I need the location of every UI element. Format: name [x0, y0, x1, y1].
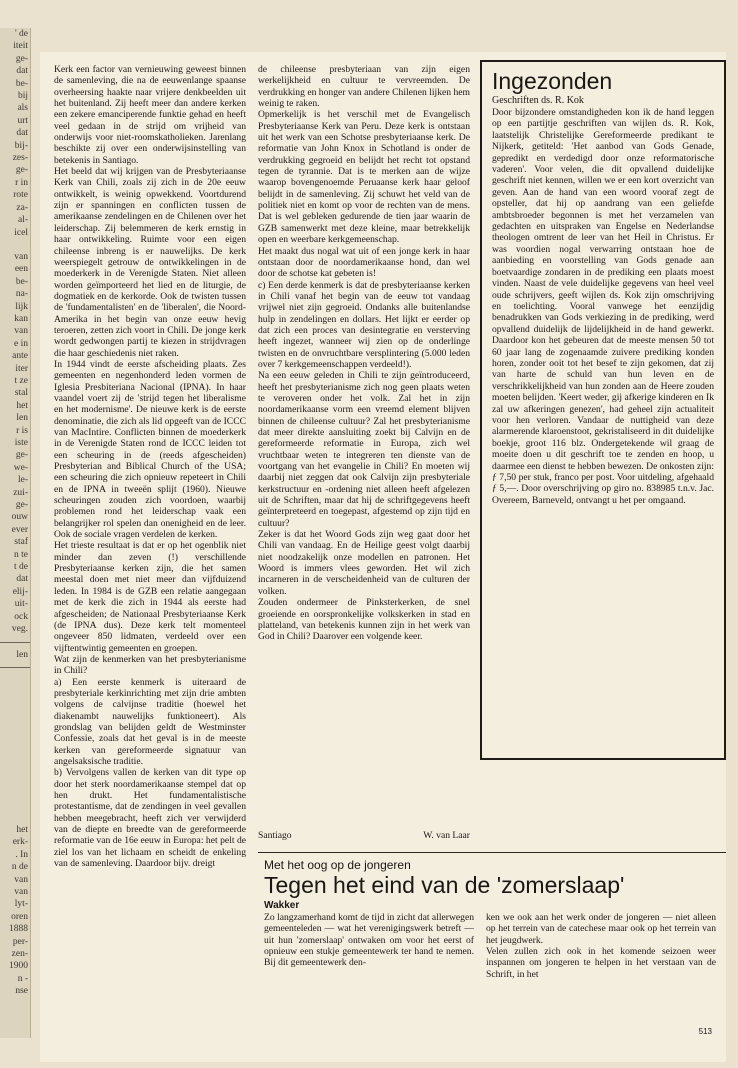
previous-page-fragment: staf	[14, 537, 28, 548]
article-column-2	[258, 64, 470, 842]
article-paragraph: Kerk een factor van vernieuwing geweest binnen de samenleving, die na de eeuwenlange spaanse overheersing haakte naar vrijere denkbeelden uit het buitenland. Zij heeft meer dan andere kerken een zekere emanciperende funktie gehad en heeft veel gedaan in de strijd om vrijheid van onderwijs voor niet-roomskatholieken. Jarenlang beschikte zij over een onderwijsinstelling van betekenis in Santiago.	[54, 64, 246, 166]
bottom-paragraph: Velen zullen zich ook in het komende seizoen weer inspannen om jongeren te helpen in het verstaan van de Schrift, in het	[486, 946, 716, 980]
article-paragraph: de chileense presbyteriaan van zijn eigen werkelijkheid en cultuur te vervreemden. De verdrukking en honger van andere Chilenen lijken hem weinig te raken.	[258, 64, 470, 110]
previous-page-fragment: len	[16, 413, 28, 424]
previous-page-fragment: len	[16, 649, 28, 660]
previous-page-fragment: 1900	[9, 961, 28, 972]
previous-page-fragment: het	[16, 824, 28, 835]
bottom-paragraph: Zo langzamerhand komt de tijd in zicht dat allerwegen gemeenteleden — wat het verenigingswerk betreft — uit hun 'zomerslaap' ontwaken om voor het eerst of opnieuw een stukje gemeentewerk ter hand te nemen. Bij dit gemeentewerk den-	[264, 912, 474, 969]
article-paragraph: Zeker is dat het Woord Gods zijn weg gaat door het Chili van vandaag. En de Heilige geest volgt daarbij niet noodzakelijk onze modellen en patronen. Het Woord is immers vlees geworden. Het wil zich incarneren in de verscheidenheid van de culturen der volken.	[258, 529, 470, 597]
previous-page-fragment: lijk	[15, 301, 28, 312]
article-paragraph: In 1944 vindt de eerste afscheiding plaats. Zes gemeenten en negenhonderd leden vormen de Iglesia Presbiteriana Nacional (IPNA). In haar vaandel voert zij de 'strijd tegen het liberalisme en het modernisme'. De nieuwe kerk is de eerste denominatie, die zich als lid opgeeft van de ICCC van MacIntire. Conflicten binnen de moederkerk in de Verenigde Staten rond de ICCC leiden tot een scheuring in de (reeds afgescheiden) Presbyterian and Biblical Church of the USA; een scheuring die zich opnieuw repeteert in Chili en de IPNA in tweeën splijt (1960). Nieuwe scheuringen zouden zich voordoen, waarbij problemen rond het leiderschap vaak een belangrijker rol spelen dan onenigheid en de leer. Ook de sociale vragen verdelen de kerken.	[54, 358, 246, 541]
previous-page-fragment: rote	[13, 190, 28, 201]
previous-page-fragment: elij-	[12, 586, 28, 597]
previous-page-fragment: iteit	[13, 41, 28, 52]
previous-page-fragment: t ze	[14, 375, 28, 386]
previous-page-fragment: ge-	[15, 165, 28, 176]
sidebar-title: Ingezonden	[492, 68, 613, 94]
previous-page-fragment: e in	[14, 338, 28, 349]
previous-page-fragment: za-	[16, 202, 28, 213]
article-byline: Wakker	[264, 900, 300, 911]
article-kicker: Met het oog op de jongeren	[264, 858, 411, 872]
previous-page-rule	[0, 642, 30, 643]
article-paragraph: Het maakt dus nogal wat uit of een jonge kerk in haar ontstaan door de noordamerikaanse hond, dan wel door de schotse kat gebeten is!	[258, 245, 470, 280]
article-paragraph: Zouden ondermeer de Pinksterkerken, de snel groeiende en oorspronkelijke volkskerken in stad en platteland, van betekenis kunnen zijn in het werk van God in Chili? Daarover een volgende keer.	[258, 597, 470, 643]
article-paragraph: Wat zijn de kenmerken van het presbyterianisme in Chili?	[54, 653, 246, 677]
previous-page-fragment: van	[14, 886, 28, 897]
previous-page-fragment: ouw	[11, 512, 28, 523]
previous-page-fragments-bottom	[0, 824, 30, 998]
previous-page-fragment: bij-	[14, 140, 28, 151]
previous-page-fragment: iter	[15, 363, 28, 374]
sidebar-ingezonden	[480, 60, 726, 760]
sidebar-subtitle: Geschriften ds. R. Kok	[492, 95, 584, 106]
previous-page-fragment: veg.	[11, 624, 28, 635]
previous-page-fragments-top	[0, 28, 30, 636]
article-paragraph: a) Een eerste kenmerk is uiteraard de presbyteriale kerkinrichting met zijn drie ambten volgens de calvijnse traditie (hoewel het diakenambt nauwelijks funktioneert). Als grondslag van belijden geldt de Westminster Confessie, zoals dat het geval is in de meeste kerken van gereformeerde signatuur van angelsaksische traditie.	[54, 676, 246, 767]
previous-page-fragment: ge-	[15, 450, 28, 461]
previous-page-fragment: bij	[17, 91, 28, 102]
previous-page-fragment: zes-	[12, 153, 28, 164]
previous-page-fragment: al-	[17, 215, 28, 226]
previous-page-fragment: ge-	[15, 53, 28, 64]
previous-page-fragments-mid	[0, 649, 30, 661]
previous-page-fragment: van	[14, 874, 28, 885]
previous-page-fragment: lyt-	[14, 899, 28, 910]
article-signature	[258, 830, 470, 841]
previous-page-fragment: zen-	[11, 948, 28, 959]
previous-page-fragment: be-	[15, 78, 28, 89]
previous-page-fragment: be-	[15, 276, 28, 287]
previous-page-fragment: uit-	[14, 599, 28, 610]
article-paragraph: Het trieste resultaat is dat er op het ogenblik niet minder dan zeven (!) verschillende Presbyteriaanse kerken zijn, die het samen meestal doen met niet meer dan vijfduizend leden. In 1984 is de GZB een relatie aangegaan met de kerk die zich in 1944 als eerste had afgescheiden; de Nationaal Presbyteriaanse Kerk (de IPNA dus). Deze kerk telt momenteel ongeveer 850 lidmaten, verdeeld over een vijftentwintig gemeenten en groepen.	[54, 540, 246, 654]
previous-page-fragment: r is	[16, 425, 28, 436]
previous-page-fragment: dat	[16, 574, 28, 585]
previous-page-fragment: een	[14, 264, 28, 275]
bottom-paragraph: ken we ook aan het werk onder de jongeren — niet alleen op het terrein van de catechese maar ook op het terrein van het jeugdwerk.	[486, 912, 716, 946]
page-number: 513	[698, 1027, 712, 1036]
previous-page-fragment: dat	[16, 128, 28, 139]
bottom-article-column-1	[264, 912, 474, 1032]
article-paragraph: Na een eeuw geleden in Chili te zijn geïntroduceerd, heeft het presbyterianisme zich nog geen plaats weten te veroveren onder het volk. Zal het in zijn noordamerikaanse vorm een vreemd element blijven binnen de chileense cultuur? Zal het presbyterianisme dat meer direkte aansluiting zoekt bij Calvijn en de gereformeerde reformatie in Europa, zich wel vruchtbaar weten te integreren ten dienste van de voortgang van het evangelie in Chili? En moeten wij daarbij niet zeggen dat ook Calvijn zijn presbyteriale kerkstructuur en -ordening niet alleen heeft afgelezen uit de Schriften, maar dat hij de schriftgegevens heeft geïnterpreteerd en toegepast, afgestemd op zijn tijd en cultuur?	[258, 370, 470, 529]
previous-page-fragment: n de	[11, 862, 28, 873]
article-paragraph: c) Een derde kenmerk is dat de presbyteriaanse kerken in Chili vanaf het begin van de eeuw tot vandaag vrijwel niet zijn gegroeid. Ondanks alle buitenlandse hulp in zendelingen en dollars. Het lijkt er eerder op dat zich een proces van desintegratie en versterving heeft ingezet, wanneer wij zien op de onderlinge twisten en de onvruchtbare versplintering (5.000 leden over 7 kerkgemeenschappen verdeeld!).	[258, 279, 470, 370]
previous-page-fragment: oren	[11, 911, 28, 922]
previous-page-fragment: ever	[11, 524, 28, 535]
previous-page-fragment: per-	[12, 936, 28, 947]
article-paragraph: Het beeld dat wij krijgen van de Presbyteriaanse Kerk van Chili, zoals zij zich in de 20e eeuw ontwikkelt, is weinig opwekkend. Voortdurend zijn er spanningen en conflicten tussen de amerikaanse zendelingen en de Chilenen over het leiderschap. Zij belemmeren de kerk ernstig in haar ontwikkeling. Ruimte voor een eigen chileense inbreng is er nauwelijks. De kerk weerspiegelt getrouw de ontwikkelingen in de moederkerk in de Verenigde Staten. Niet alleen worden geïmporteerd het lied en de liturgie, de dogmatiek en de kerkorde. Ook de twisten tussen de 'fundamentalisten' en de 'liberalen', die Noord-Amerika in het begin van onze eeuw hevig teroeren, zetten zich voort in Chili. De jonge kerk wordt gedwongen partij te kiezen in strijdvragen die haar geschiedenis niet raken.	[54, 166, 246, 359]
previous-page-fragment: ante	[12, 351, 28, 362]
previous-page-fragment: dat	[16, 66, 28, 77]
previous-page-fragment: erk-	[12, 837, 28, 848]
previous-page-fragment: n te	[14, 549, 28, 560]
previous-page-fragment: kan	[14, 313, 28, 324]
previous-page-fragment: urt	[17, 115, 28, 126]
previous-page-fragment: icel	[14, 227, 28, 238]
previous-page-fragment: we-	[13, 462, 28, 473]
previous-page-fragment: stal	[14, 388, 28, 399]
previous-page-fragment: t de	[14, 562, 28, 573]
previous-page-fragment	[0, 239, 30, 251]
previous-page-fragment: ock	[14, 611, 28, 622]
previous-page-fragment: n -	[17, 973, 28, 984]
previous-page-fragment: van	[14, 251, 28, 262]
previous-page-fragment: als	[17, 103, 28, 114]
previous-page-fragment: r in	[15, 177, 28, 188]
previous-page-edge	[0, 28, 31, 1038]
article-column-1	[54, 64, 246, 964]
previous-page-fragment: zui-	[13, 487, 28, 498]
section-divider	[258, 852, 726, 853]
previous-page-fragment: iste	[14, 438, 28, 448]
previous-page-fragment: le-	[17, 475, 28, 486]
previous-page-fragment: ge-	[15, 500, 28, 511]
previous-page-fragment: na-	[15, 289, 28, 300]
article-author: W. van Laar	[423, 830, 470, 841]
previous-page-rule	[0, 667, 30, 668]
article-place: Santiago	[258, 830, 292, 841]
previous-page-fragment: ' de	[14, 29, 28, 39]
article-headline: Tegen het eind van de 'zomerslaap'	[264, 872, 625, 898]
previous-page-fragment: het	[16, 400, 28, 411]
article-paragraph: Opmerkelijk is het verschil met de Evangelisch Presbyteriaanse Kerk van Peru. Deze kerk is ontstaan uit het werk van een Schotse presbyteriaanse kerk. De reformatie van John Knox in Schotland is onder de verdrukking gegroeid en belijdt het recht tot opstand tegen de tyrannie. Dat is te merken aan de wijze waarop bovengenoemde Peruaanse kerk haar geloof belijdt in de samenleving. Zij schuwt het veld van de politiek niet en komt op voor de rechten van de mens. Dat is wel gebleken gedurende de tien jaar waarin de GZB samenwerkt met deze kleine, maar betrekkelijk open en weerbare kerkgemeenschap.	[258, 109, 470, 246]
magazine-page	[40, 52, 726, 1062]
bottom-article-column-2	[486, 912, 716, 1032]
previous-page-fragment: 1888	[9, 924, 28, 935]
previous-page-fragment: van	[14, 326, 28, 337]
article-paragraph: b) Vervolgens vallen de kerken van dit type op door het sterk noordamerikaanse stempel dat op hen drukt. Het fundamentalistische protestantisme, dat de zendingen in veel gevallen hebben meegebracht, heeft zich ver verwijderd van de diepte en breedte van de gereformeerde reformatie van de 16e eeuw in Europa: het pelt de ziel los van het lichaam en scheidt de enkeling van de samenleving. Daardoor bijv. dreigt	[54, 767, 246, 870]
previous-page-fragment: . In	[15, 849, 28, 860]
sidebar-body: Door bijzondere omstandigheden kon ik de hand leggen op een partijtje geschriften van wijlen ds. R. Kok, laatstelijk Christelijke Gereformeerde predikant te Nijkerk, getiteld: 'Het aanbod van Gods Genade, gepredikt en verdedigd door onze reformatorische vaderen'. Voor velen, die dit opvallend duidelijke geschrift niet kennen, willen we er een kort overzicht van geven. Aan de hand van een woord vooraf zegt de opsteller, dat hij op aandrang van een geliefde ambtsbroeder begonnen is met het verzamelen van gedachten en uitspraken van Engelse en Nederlandse theologen omtrent de leer van het Heil in Christus. Er was voordien nogal verwarring ontstaan hoe de aanbieding en voorstelling van Gods genade aan boetvaardige zondaren in de prediking een plaats moest vinden. Naast de vele duidelijke gegevens van heel veel oude schrijvers, geeft wijlen ds. Kok zijn omschrijving en toelichting. Vooral vanwege het eenzijdig benadrukken van Gods verkiezing in de prediking, werd opvallend duidelijk de lijdelijkheid in de hand gewerkt. Daardoor kon het gebeuren dat de meeste mensen 50 tot 60 jaar lang de zogenaamde zuivere prediking konden horen, zonder ooit tot het besef te zijn gekomen, dat zij van harte de schuld van hun leven en de verschrikkelijkheid van hun zonden aan de Heere zouden moeten belijden. 'Keert weder, gij afkerige kinderen en Ik zal uw afkeringen genezen', had geheel zijn actualiteit voor hen verloren. Vandaar de nuttigheid van deze alarmerende klaroenstoot, gekristaliseerd in dit duidelijke boekje, groot 116 blz. Ondergetekende wil graag de moeite doen u dit geschrift toe te zenden en hoop, u daarmee een dienst te hebben bewezen. De onkosten zijn: ƒ 7,50 per stuk, franco per post. Voor uitdeling, afgehaald ƒ 5,—. Door overschrijving op giro no. 838985 t.n.v. Jac. Overeem, Barneveld, ontvangt u het per omgaand.	[492, 107, 714, 506]
previous-page-fragment: nse	[15, 986, 28, 997]
